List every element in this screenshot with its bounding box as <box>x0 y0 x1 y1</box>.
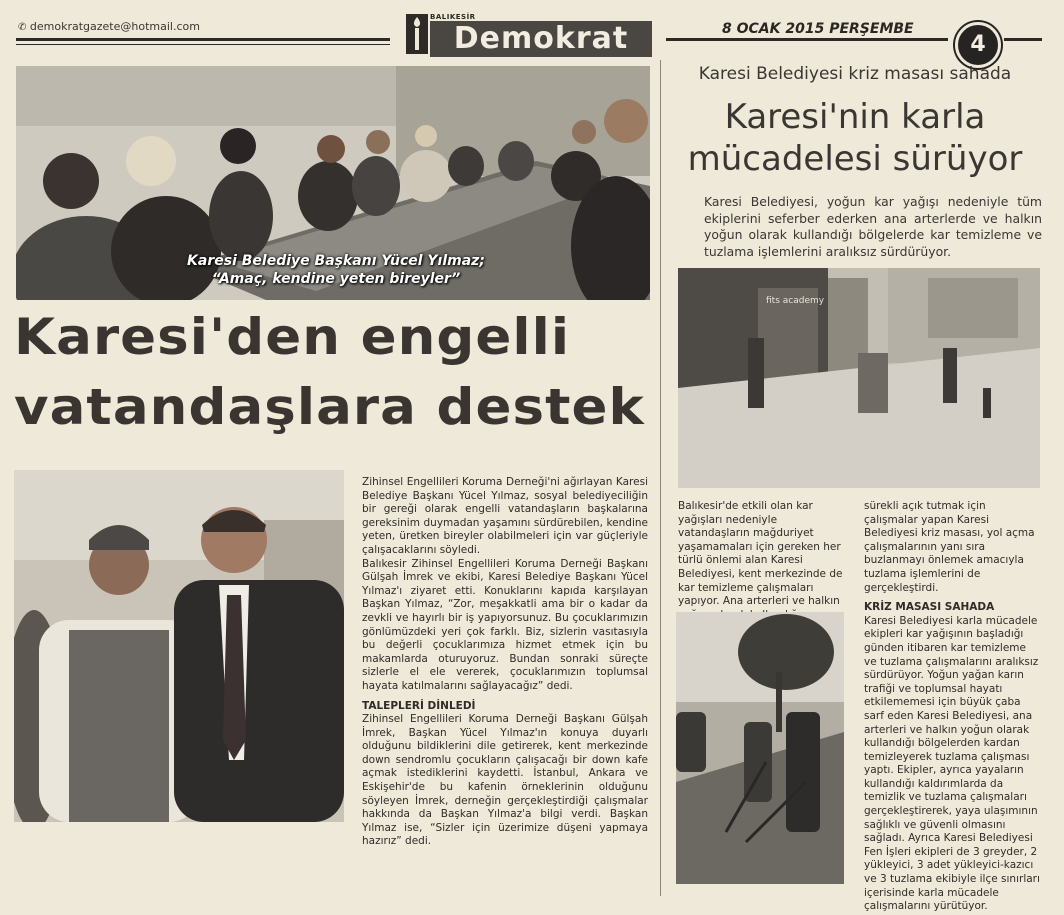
left-article-subhead: TALEPLERİ DİNLEDİ <box>362 699 476 712</box>
header-rule-right <box>666 38 948 41</box>
right-kicker: Karesi Belediyesi kriz masası sahada <box>698 64 1012 84</box>
right-subhead: KRİZ MASASI SAHADA <box>864 601 995 614</box>
right-col1-text: Balıkesir'de etkili olan kar yağışları nedeniyle vatandaşların mağduriyet yaşamamaları için gereken her türlü önlemi alan Karesi Belediyesi, kent merkezinde de kar temizleme çalışmaları yapıyor. Ana arterleri ve halkın <box>678 500 843 608</box>
right-col2-text: sürekli açık tutmak için çalışmalar yapan Karesi Belediyesi kriz masası, yol açma çalışmalarının yanı sıra buzlanmayı önlemek amacıyla tuzlama işlemlerini de gerçekleştirdi. <box>864 500 1035 594</box>
sweeping-workers-photo <box>676 612 844 884</box>
phone-icon: ✆ <box>18 22 27 33</box>
header-rule-left <box>16 38 390 41</box>
shop-sign: fits academy <box>766 296 825 306</box>
issue-date: 8 OCAK 2015 PERŞEMBE <box>722 21 914 37</box>
masthead-city: BALIKESİR <box>430 13 476 21</box>
right-col2 <box>864 500 1040 914</box>
header-rule-left-thin <box>16 44 390 45</box>
mayor-portrait-photo <box>14 470 344 822</box>
header-rule-right-2 <box>1004 38 1042 41</box>
column-divider <box>660 60 661 896</box>
left-article-para-2: Balıkesir Zihinsel Engellileri Koruma Derneği Başkanı Gülşah İmrek ve ekibi, Karesi Belediye Başkanı Yücel Yılmaz'ı ziyaret etti. Konuklarını kapıda karşılayan Başkan Yılmaz, “Zor, meşakkatli ama bir o kadar da zevkli ve hayırlı bir iş yapıyorsunuz. Bu çocuklarımızın gönlümüzdeki yeri çok farklı. Biz, sizlerin vasıtasıyla bu değerli çocuklarımıza hizmet etmek için bu makamlarda oturuyoruz. Bundan sonraki süreçte sizlerle el ele vererek, çocuklarımızın toplumsal hayata katılmalarını sağlayacağız” dedi. <box>362 557 648 692</box>
left-article-body <box>362 476 648 849</box>
right-lead: Karesi Belediyesi, yoğun kar yağışı nedeniyle tüm ekiplerini seferber ederken ana arterlerde ve halkın yoğun olarak kullandığı bölgelerde kar temizleme ve tuzlama işlemlerini aralıksız sürdürüyor. <box>704 194 1042 259</box>
right-headline: Karesi'nin karla mücadelesi sürüyor <box>687 97 1023 179</box>
left-article-para-3: Zihinsel Engellileri Koruma Derneği Başkanı Gülşah İmrek, Başkan Yücel Yılmaz'ın konuya duyarlı olduğunu bildiklerini dile getirerek, kent merkezinde down sendromlu çocukların çalışacağı bir down kafe açmak istediklerini kaydetti. İstanbul, Ankara ve Eskişehir'de bu kafenin örneklerinin olduğunu söyleyen İmrek, derneğin gerçekleştirdiği çalışmalar hakkında da Başkan Yılmaz'a bilgi verdi. Başkan Yılmaz ise, “Sizler için üzerimize düşeni yapmaya hazırız” dedi. <box>362 713 648 848</box>
meeting-photo <box>16 66 650 300</box>
masthead <box>406 12 654 58</box>
masthead-title: Demokrat <box>430 21 652 57</box>
right-col2-text2: Karesi Belediyesi karla mücadele ekipleri kar yağışının başladığı günden itibaren kar temizleme ve tuzlama çalışmalarını aralıksız sürdürüyor. Yoğun yağan karın trafiği ve toplumsal hayatı etkilememesi için büyük çaba sarf eden Karesi Belediyesi, ana arterleri ve halkın yoğun olarak kullandığı bölgelerden kardan temizleyerek tuzlama çalışması yaptı. Ekipler, ayrıca yayaların kullandığı kaldırımlarda da temizlik ve tuzlama çalışmaları gerçekleştirerek, yaya ulaşımının sağlıklı ve güvenli olmasını sağladı. Ayrıca Karesi Belediyesi Fen İşleri ekipleri de 3 greyder, 2 yükleyici, 3 adet yükleyici-kazıcı ve 3 tuzlama ekibiyle ilçe sınırları içerisinde karla mücadele çalışmalarını yürütüyor. <box>864 614 1040 913</box>
left-headline: Karesi'den engelli vatandaşlara destek <box>14 308 645 436</box>
torch-logo-icon <box>406 14 428 54</box>
left-article-para-1: Zihinsel Engellileri Koruma Derneği'ni ağırlayan Karesi Belediye Başkanı Yücel Yılmaz, sosyal belediyeciliğin bir gereği olarak engelli vatandaşların başkalarına gereksinim duymadan yaşamını sürdürebilen, kendine yeten, üretken bireyler olabilmeleri için var güçleriyle çalışacaklarını söyledi. <box>362 476 648 556</box>
snow-street-photo <box>678 268 1040 488</box>
page-number-badge: 4 <box>955 22 1001 68</box>
meeting-photo-caption: Karesi Belediye Başkanı Yücel Yılmaz; “Amaç, kendine yeten bireyler” <box>187 253 485 287</box>
header-email: ✆ demokratgazete@hotmail.com <box>18 20 200 33</box>
